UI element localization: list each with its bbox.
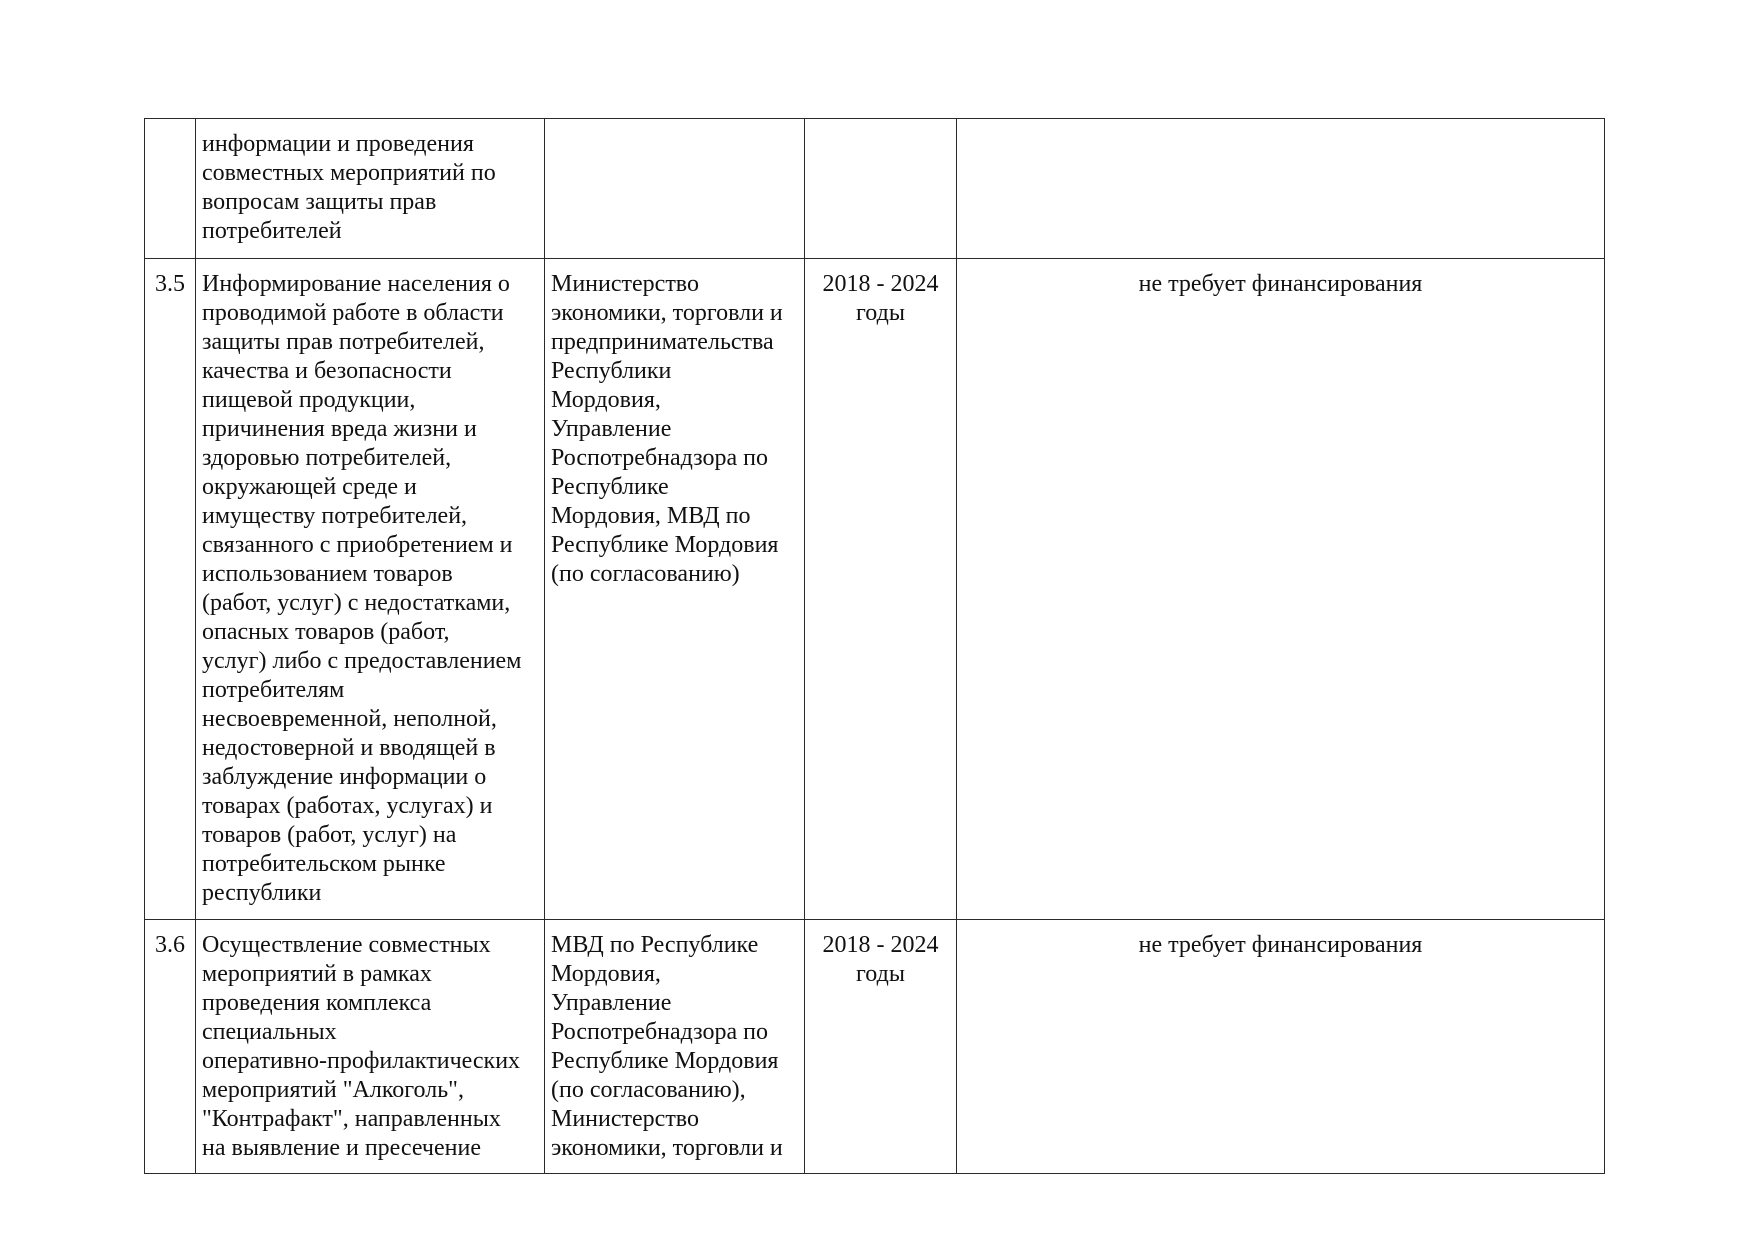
cell-text-line: проводимой работе в области (202, 300, 504, 326)
cell-text-line: использованием товаров (202, 561, 453, 587)
cell-text-line: на выявление и пресечение (202, 1135, 481, 1161)
table-row (145, 920, 1605, 1174)
cell-text-line: потребителям (202, 677, 345, 703)
financing-text: не требует финансирования (1138, 271, 1423, 297)
cell-text-line: качества и безопасности (202, 358, 452, 384)
period-cell (805, 920, 957, 1174)
cell-text-line: экономики, торговли и (551, 300, 783, 326)
item-number-cell (145, 119, 196, 259)
cell-text-line: Мордовия, (551, 961, 661, 987)
cell-text-line: 2018 - 2024 (822, 932, 939, 958)
cell-text-line: Управление (551, 416, 672, 442)
executor-cell (545, 920, 805, 1174)
cell-text-line: проведения комплекса (202, 990, 432, 1016)
cell-text-line: годы (856, 961, 905, 987)
cell-text-line: потребителей (202, 218, 342, 244)
cell-text-line: Республике (551, 474, 669, 500)
item-number: 3.5 (155, 271, 185, 297)
financing-cell (957, 119, 1605, 259)
cell-text-line: Республики (551, 358, 672, 384)
cell-text-line: Мордовия, МВД по (551, 503, 751, 529)
cell-text-line: мероприятий "Алкоголь", (202, 1077, 464, 1103)
cell-text-line: Управление (551, 990, 672, 1016)
cell-text-line: связанного с приобретением и (202, 532, 513, 558)
cell-text-line: вопросам защиты прав (202, 189, 437, 215)
cell-text-line: совместных мероприятий по (202, 160, 496, 186)
cell-text-line: мероприятий в рамках (202, 961, 432, 987)
cell-text-line: Роспотребнадзора по (551, 1019, 769, 1045)
cell-text-line: годы (856, 300, 905, 326)
action-cell (196, 920, 545, 1174)
cell-text-line: Осуществление совместных (202, 932, 491, 958)
cell-text-line: пищевой продукции, (202, 387, 416, 413)
cell-text-line: 2018 - 2024 (822, 271, 939, 297)
financing-cell (957, 920, 1605, 1174)
item-number-cell (145, 259, 196, 920)
cell-text-line: Министерство (551, 271, 699, 297)
cell-text-line: предпринимательства (551, 329, 774, 355)
cell-text-line: недостоверной и вводящей в (202, 735, 496, 761)
table-row (145, 259, 1605, 920)
cell-text-line: заблуждение информации о (202, 764, 487, 790)
cell-text-line: товаров (работ, услуг) на (202, 822, 457, 848)
cell-text-line: имуществу потребителей, (202, 503, 468, 529)
measures-table (144, 118, 1605, 1174)
action-cell (196, 119, 545, 259)
cell-text-line: услуг) либо с предоставлением (202, 648, 522, 674)
cell-text-line: информации и проведения (202, 131, 474, 157)
cell-text-line: Информирование населения о (202, 271, 510, 297)
table-row (145, 119, 1605, 259)
cell-text-line: (по согласованию), (551, 1077, 746, 1103)
cell-text-line: Республике Мордовия (551, 532, 779, 558)
cell-text-line: республики (202, 880, 322, 906)
cell-text-line: опасных товаров (работ, (202, 619, 450, 645)
financing-text: не требует финансирования (1138, 932, 1423, 958)
cell-text-line: МВД по Республике (551, 932, 759, 958)
cell-text-line: потребительском рынке (202, 851, 446, 877)
item-number-cell (145, 920, 196, 1174)
cell-text-line: причинения вреда жизни и (202, 416, 477, 442)
cell-text-line: экономики, торговли и (551, 1135, 783, 1161)
cell-text-line: окружающей среде и (202, 474, 417, 500)
executor-cell (545, 119, 805, 259)
cell-text-line: Министерство (551, 1106, 699, 1132)
executor-cell (545, 259, 805, 920)
cell-text-line: оперативно-профилактических (202, 1048, 521, 1074)
cell-text-line: "Контрафакт", направленных (202, 1106, 501, 1132)
cell-text-line: защиты прав потребителей, (202, 329, 485, 355)
action-cell (196, 259, 545, 920)
cell-text-line: (работ, услуг) с недостатками, (202, 590, 511, 616)
cell-text-line: Мордовия, (551, 387, 661, 413)
cell-text-line: (по согласованию) (551, 561, 740, 587)
cell-text-line: несвоевременной, неполной, (202, 706, 497, 732)
cell-text-line: Республике Мордовия (551, 1048, 779, 1074)
period-cell (805, 119, 957, 259)
cell-text-line: здоровью потребителей, (202, 445, 452, 471)
item-number: 3.6 (155, 932, 185, 958)
period-cell (805, 259, 957, 920)
cell-text-line: товарах (работах, услугах) и (202, 793, 493, 819)
cell-text-line: специальных (202, 1019, 337, 1045)
cell-text-line: Роспотребнадзора по (551, 445, 769, 471)
financing-cell (957, 259, 1605, 920)
